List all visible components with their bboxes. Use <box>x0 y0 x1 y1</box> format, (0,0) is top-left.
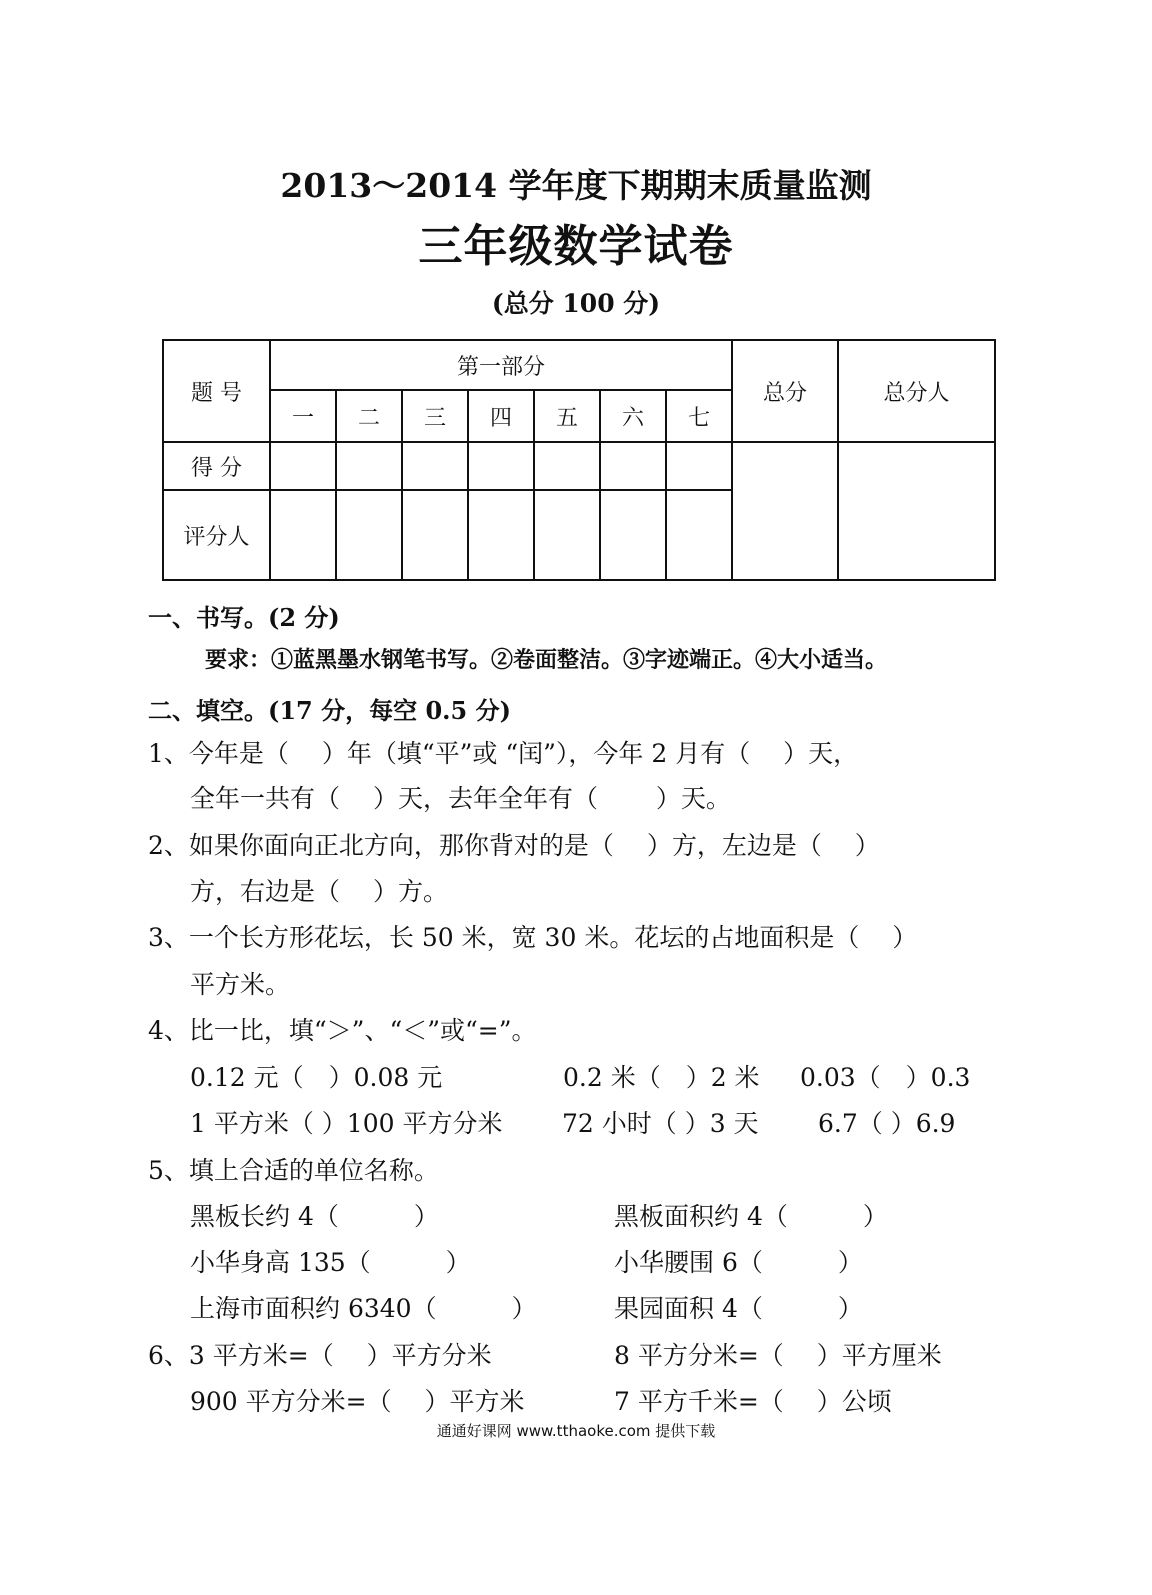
section-header: 七 <box>666 390 732 442</box>
question-number-header: 题 号 <box>163 340 270 442</box>
question-6-item: 7 平方千米=（ ）公顷 <box>614 1387 892 1416</box>
question-6-item: 6、3 平方米=（ ）平方分米 <box>148 1341 492 1370</box>
question-4-item: 0.2 米（ ）2 米 <box>563 1063 760 1092</box>
section-1-requirements: 要求：①蓝黑墨水钢笔书写。②卷面整洁。③字迹端正。④大小适当。 <box>205 647 888 673</box>
score-cell <box>666 442 732 490</box>
grader-cell <box>600 490 666 580</box>
score-table <box>162 339 996 581</box>
section-1-title: 一、书写。(2 分) <box>148 603 340 632</box>
section-header: 二 <box>336 390 402 442</box>
total-header: 总分 <box>732 340 838 442</box>
grader-cell <box>270 490 336 580</box>
score-cell <box>270 442 336 490</box>
question-5-item: 小华腰围 6（ ） <box>614 1248 863 1277</box>
grader-cell <box>666 490 732 580</box>
question-4-item: 0.03（ ）0.3 <box>800 1063 971 1092</box>
question-5-item: 黑板长约 4（ ） <box>190 1202 439 1231</box>
question-4-item: 0.12 元（ ）0.08 元 <box>190 1063 443 1092</box>
score-cell <box>468 442 534 490</box>
grader-cell <box>534 490 600 580</box>
part-one-header: 第一部分 <box>270 340 732 390</box>
question-4-item: 6.7（ ）6.9 <box>818 1109 956 1138</box>
footer-credit: 通通好课网 www.tthaoke.com 提供下载 <box>436 1422 716 1440</box>
section-header: 四 <box>468 390 534 442</box>
total-person-header: 总分人 <box>838 340 995 442</box>
score-cell <box>600 442 666 490</box>
score-row-label: 得 分 <box>163 442 270 490</box>
total-cell <box>732 442 838 580</box>
grader-cell <box>402 490 468 580</box>
section-header: 六 <box>600 390 666 442</box>
question-5-item: 果园面积 4（ ） <box>614 1294 863 1323</box>
question-2-line-2: 方，右边是（ ）方。 <box>190 877 448 906</box>
question-3-line-1: 3、一个长方形花坛，长 50 米，宽 30 米。花坛的占地面积是（ ） <box>148 923 918 952</box>
question-1-line-2: 全年一共有（ ）天，去年全年有（ ）天。 <box>190 784 731 813</box>
section-header: 一 <box>270 390 336 442</box>
question-4-title: 4、比一比，填“＞”、“＜”或“=”。 <box>148 1016 537 1045</box>
score-cell <box>336 442 402 490</box>
total-score-note: (总分 100 分) <box>491 289 661 318</box>
question-4-item: 72 小时（ ）3 天 <box>562 1109 759 1138</box>
exam-title: 三年级数学试卷 <box>418 221 734 272</box>
question-6-item: 8 平方分米=（ ）平方厘米 <box>614 1341 942 1370</box>
score-cell <box>402 442 468 490</box>
grader-cell <box>336 490 402 580</box>
exam-term-title: 2013～2014 学年度下期期末质量监测 <box>280 166 872 205</box>
question-5-item: 黑板面积约 4（ ） <box>614 1202 888 1231</box>
section-2-title: 二、填空。(17 分，每空 0.5 分) <box>148 696 511 725</box>
question-6-item: 900 平方分米=（ ）平方米 <box>190 1387 525 1416</box>
total-person-cell <box>838 442 995 580</box>
question-2-line-1: 2、如果你面向正北方向，那你背对的是（ ）方，左边是（ ） <box>148 831 880 860</box>
section-header: 五 <box>534 390 600 442</box>
score-cell <box>534 442 600 490</box>
question-3-line-2: 平方米。 <box>190 970 291 999</box>
question-5-item: 小华身高 135（ ） <box>190 1248 471 1277</box>
question-1-line-1: 1、今年是（ ）年（填“平”或 “闰”），今年 2 月有（ ）天， <box>148 739 859 768</box>
section-header: 三 <box>402 390 468 442</box>
grader-cell <box>468 490 534 580</box>
question-5-title: 5、填上合适的单位名称。 <box>148 1156 439 1185</box>
grader-row-label: 评分人 <box>163 490 270 580</box>
question-4-item: 1 平方米（ ）100 平方分米 <box>190 1109 503 1138</box>
question-5-item: 上海市面积约 6340（ ） <box>190 1294 537 1323</box>
